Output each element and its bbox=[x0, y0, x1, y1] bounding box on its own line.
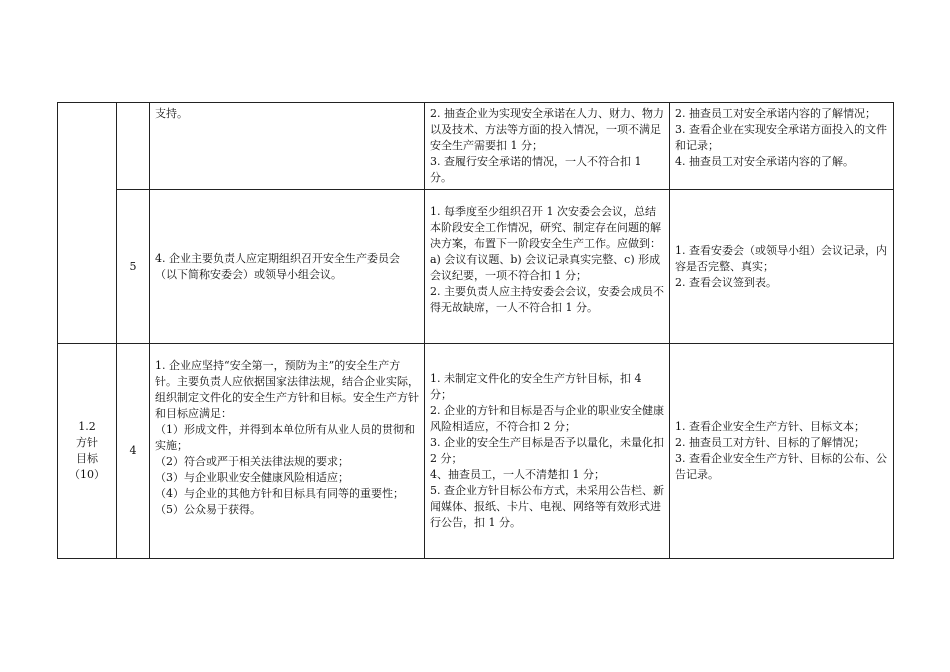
requirement-text: （1）形成文件，并得到本单位所有从业人员的贯彻和实施； bbox=[155, 423, 415, 452]
requirement-text: 4. 企业主要负责人应定期组织召开安全生产委员会（以下简称安委会）或领导小组会议。 bbox=[155, 251, 400, 281]
method-cell bbox=[425, 103, 670, 190]
method-text: 3. 查履行安全承诺的情况，一人不符合扣 1 分。 bbox=[430, 155, 642, 184]
method-text: 2. 抽查企业为实现安全承诺在人力、财力、物力以及技术、方法等方面的投入情况，一项不满足安全生产需要扣 1 分； bbox=[430, 107, 664, 152]
table-row bbox=[58, 103, 894, 190]
evidence-cell bbox=[670, 190, 894, 344]
table-row bbox=[58, 344, 894, 559]
score-value: 4 bbox=[129, 444, 137, 457]
score-value: 5 bbox=[129, 259, 137, 273]
requirement-text: 支持。 bbox=[155, 107, 188, 120]
category-cell bbox=[58, 344, 117, 559]
category-code: 1.2 bbox=[78, 420, 96, 433]
category-points: （10） bbox=[69, 468, 105, 481]
method-cell bbox=[425, 190, 670, 344]
score-cell bbox=[117, 103, 150, 190]
score-cell bbox=[117, 344, 150, 559]
method-text: 2. 主要负责人应主持安委会会议，安委会成员不得无故缺席，一人不符合扣 1 分。 bbox=[430, 285, 664, 314]
table-row bbox=[58, 190, 894, 344]
standard-table bbox=[57, 102, 894, 559]
requirement-text: （2）符合或严于相关法律法规的要求； bbox=[155, 455, 349, 468]
requirement-text: 1. 企业应坚持“安全第一，预防为主”的安全生产方针。主要负责人应依据国家法律法规，结合企业实际，组织制定文件化的安全生产方针和目标。安全生产方针和目标应满足： bbox=[155, 359, 419, 420]
method-text: 5. 查企业方针目标公布方式，未采用公告栏、新闻媒体、报纸、卡片、电视、网络等有效形式进行公告，扣 1 分。 bbox=[430, 484, 664, 529]
evidence-text: 2. 查看会议签到表。 bbox=[675, 275, 777, 289]
requirement-text: （5）公众易于获得。 bbox=[155, 503, 261, 516]
evidence-text: 1. 查看企业安全生产方针、目标文本； bbox=[675, 420, 865, 433]
evidence-text: 1. 查看安委会（或领导小组）会议记录，内容是否完整、真实； bbox=[675, 243, 887, 273]
evidence-text: 2. 抽查员工对安全承诺内容的了解情况； bbox=[675, 107, 876, 120]
method-text: 1. 未制定文件化的安全生产方针目标，扣 4 分； bbox=[430, 372, 642, 401]
evidence-cell bbox=[670, 344, 894, 559]
method-text: 1. 每季度至少组织召开 1 次安委会会议，总结本阶段安全工作情况，研究、制定存在问题的解决方案，布置下一阶段安全生产工作。应做到：a) 会议有议题、b) 会议记录真实完整、c) 形成会议纪要，一项不符合扣 1 分； bbox=[430, 205, 661, 282]
category-name: 目标 bbox=[76, 452, 98, 465]
category-name: 方针 bbox=[76, 436, 98, 449]
evidence-text: 3. 查看企业在实现安全承诺方面投入的文件和记录； bbox=[675, 123, 887, 152]
method-text: 4、抽查员工，一人不清楚扣 1 分； bbox=[430, 468, 605, 481]
evidence-cell bbox=[670, 103, 894, 190]
method-text: 2. 企业的方针和目标是否与企业的职业安全健康风险相适应，不符合扣 2 分； bbox=[430, 404, 664, 433]
requirement-cell bbox=[150, 344, 425, 559]
evidence-text: 2. 抽查员工对方针、目标的了解情况； bbox=[675, 436, 865, 449]
evidence-text: 3. 查看企业安全生产方针、目标的公布、公告记录。 bbox=[675, 452, 887, 481]
score-cell bbox=[117, 190, 150, 344]
requirement-text: （4）与企业的其他方针和目标具有同等的重要性； bbox=[155, 487, 404, 500]
evidence-text: 4. 抽查员工对安全承诺内容的了解。 bbox=[675, 155, 854, 168]
category-cell bbox=[58, 103, 117, 344]
method-text: 3. 企业的安全生产目标是否予以量化，未量化扣 2 分； bbox=[430, 436, 664, 465]
requirement-cell bbox=[150, 190, 425, 344]
requirement-text: （3）与企业职业安全健康风险相适应； bbox=[155, 471, 349, 484]
method-cell bbox=[425, 344, 670, 559]
requirement-cell bbox=[150, 103, 425, 190]
